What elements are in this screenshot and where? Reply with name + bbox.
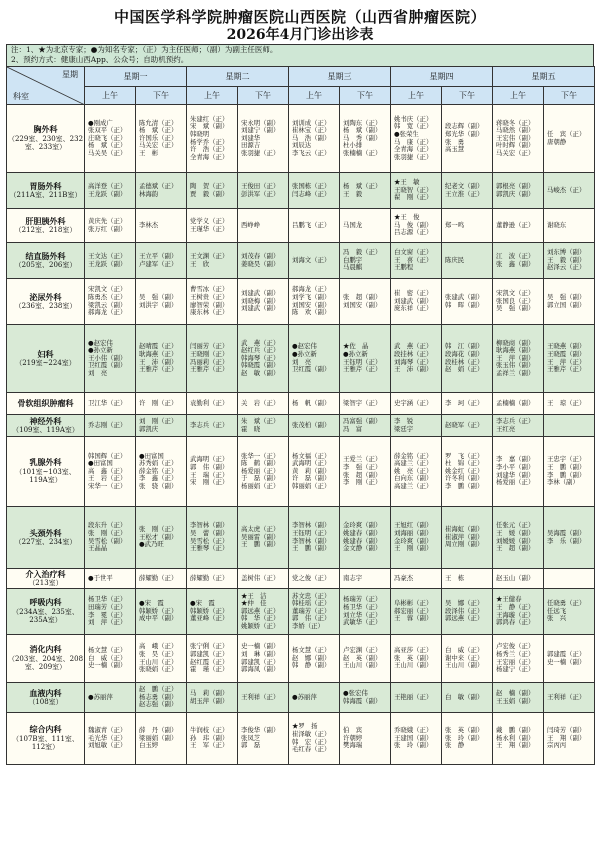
am-doctors-cell: 吕鹏飞（正） — [289, 209, 340, 243]
department-cell — [7, 415, 85, 437]
am-doctors-cell: ●赵宏伟 ●孙立新 刘 亮 卫红霞（副） — [289, 325, 340, 393]
pm-doctors-cell: 罗 飞（正） 杜 锦（正） 姚金红（正） 许冬利（副） 李 鹏（副） — [442, 437, 493, 507]
department-cell — [7, 173, 85, 209]
am-doctors-cell: 赵 楠（副） 王玉娟（副） — [493, 683, 544, 713]
pm-doctors-cell: 武 燕（正） 赵红兵（正） 韩海琴（正） 韩晓霞（副） 赵 敏（副） — [238, 325, 289, 393]
pm-doctors-cell: 刘 刚（正） 郭凯庆 — [136, 415, 187, 437]
am-doctors-cell: 马 莉（副） 胡玉萍（副） — [187, 683, 238, 713]
department-cell — [7, 393, 85, 415]
pm-doctors-cell: 王利祥（正） — [544, 683, 595, 713]
am-doctors-cell: 乔志刚（正） — [85, 415, 136, 437]
department-room: （227室、234室） — [14, 538, 77, 546]
am-doctors-cell: 李志兵（正） — [187, 415, 238, 437]
am-doctors-cell: 乔晓娥（正） 王建国（副） 张 玲（副） — [391, 713, 442, 765]
schedule-row — [7, 569, 595, 589]
page-subtitle: 2026年4月门诊出诊表 — [226, 27, 374, 43]
pm-doctors-cell: 王立平（副） 卢建军（正） — [136, 243, 187, 279]
pm-doctors-cell: 吴海霞（副） 李 乐（副） — [544, 507, 595, 569]
pm-doctors-cell — [544, 415, 595, 437]
department-room: （236室、238室） — [14, 302, 77, 310]
am-doctors-cell: 牛润枝（正） 孙 玮（副） 王 军（正） — [187, 713, 238, 765]
department-name: 头颈外科 — [29, 527, 62, 538]
pm-doctors-cell: 张华一（正） 陈 鹤（副） 杨爱丽（正） 于 磊（副） 杨丽娟（正） — [238, 437, 289, 507]
pm-doctors-cell: 郭建霞（正） 史一楠（副） — [544, 635, 595, 683]
department-cell — [7, 209, 85, 243]
am-doctors-cell: 赵玉山（副） — [493, 569, 544, 589]
pm-doctors-cell: 张建武（副） 韩 晖（副） — [442, 279, 493, 325]
pm-doctors-cell: 冯 毅（正） 白鹏宇 马晨麒 — [340, 243, 391, 279]
department-name: 综合内科 — [29, 724, 62, 735]
schedule-row — [7, 507, 595, 569]
pm-doctors-cell: 张 刚（正） 王松才（副） ●武乃旺 — [136, 507, 187, 569]
am-doctors-cell: 戴 鹏（副） 杨永利（副） 王 翔（副） — [493, 713, 544, 765]
schedule-row — [7, 325, 595, 393]
pm-doctors-cell: 宋永明（副） 刘建宁（副） 刘建华 田源吉 张羽捷（正） — [238, 105, 289, 173]
department-cell — [7, 243, 85, 279]
schedule-row — [7, 209, 595, 243]
department-room: （109室、119A室） — [12, 426, 79, 434]
am-doctors-cell: 苏文忠（正） 韩桂瑶（正） 董瑞芳（正） 郭 伟（正） 李娇（正） — [289, 589, 340, 635]
pm-doctors-cell: 刘陶东（正） 杨 斌（副） 马 秀（副） 杜小排 张楠楠（正） — [340, 105, 391, 173]
pm-doctors-cell: 吴 强（副） 刘洪宇（副） — [136, 279, 187, 325]
department-cell — [7, 569, 85, 589]
department-cell — [7, 683, 85, 713]
department-name: 妇科 — [37, 348, 54, 359]
pm-doctors-cell: 郑一鸣 — [442, 209, 493, 243]
pm-header: 下午 — [442, 87, 493, 105]
corner-weekday-label: 星期 — [62, 70, 78, 79]
department-name: 消化内科 — [29, 644, 62, 655]
page-title: 中国医学科学院肿瘤医院山西医院（山西省肿瘤医院） — [113, 8, 486, 26]
pm-doctors-cell: 关 岩（正） — [238, 393, 289, 415]
pm-header: 下午 — [136, 87, 187, 105]
pm-doctors-cell: 王利祥（正） — [238, 683, 289, 713]
pm-doctors-cell: 崔海虹（副） 崔淑萍（副） 周立刚（副） — [442, 507, 493, 569]
pm-header: 下午 — [238, 87, 289, 105]
pm-doctors-cell: 高 峨（正） 张 昊（正） 王山川（正） 张晓娟（正） — [136, 635, 187, 683]
am-doctors-cell: ★王健春 王 静（正） 王海璇（正） 郭鸿春（正） — [493, 589, 544, 635]
pm-doctors-cell: 张 英（副） 张 玲（副） 张 静 — [442, 713, 493, 765]
pm-doctors-cell: 李俊华（副） 张凤芝 郭 磊 — [238, 713, 289, 765]
am-header: 上午 — [85, 87, 136, 105]
am-doctors-cell: 李智林（副） 吴 蕾（副） 吴雪松（正） 王雅琴（正） — [187, 507, 238, 569]
pm-doctors-cell: 李林杰 — [136, 209, 187, 243]
department-cell — [7, 105, 85, 173]
pm-doctors-cell: 任 宾（正） 唐朝静 — [544, 105, 595, 173]
am-doctors-cell: ●苏丽萍 — [289, 683, 340, 713]
am-doctors-cell: 朱建红（正） 宋 斌（副） 韩晓明 杨学乔（正） 许 浩（正） 全青海（正） — [187, 105, 238, 173]
schedule-sheet — [6, 66, 594, 765]
pm-doctors-cell: 盖树伟（正） — [238, 569, 289, 589]
day-header: 星期四 — [391, 67, 493, 87]
am-doctors-cell: ●刚成广 张双平（正） 庄晓飞（正） 杨 斌（正） 马关吴（正） — [85, 105, 136, 173]
pm-doctors-cell: 史一楠（副） 刘 琳（副） 郭建凯（正） 郭海凤（副） — [238, 635, 289, 683]
pm-doctors-cell: 杨瑞芳（正） 杨卫华（正） 刘立华（正） 武敏华（正） — [340, 589, 391, 635]
am-doctors-cell: 董静逊（正） — [493, 209, 544, 243]
department-room: （108室） — [28, 698, 63, 706]
schedule-row — [7, 243, 595, 279]
pm-doctors-cell: 吴 强（副） 郭立国（副） — [544, 279, 595, 325]
am-doctors-cell: 武 燕（正） 段挂林（正） 刘海琴（正） 王 沛（副） — [391, 325, 442, 393]
schedule-table — [6, 66, 595, 765]
am-doctors-cell: 卢宏俊（正） 杨秀兰（正） 王宏丽（正） 杨建宁（正） — [493, 635, 544, 683]
pm-doctors-cell: 王爱兰（正） 李 强（正） 张 超（副） 李 刚（正） — [340, 437, 391, 507]
department-room: （101室~103室、119A室） — [15, 467, 76, 485]
am-doctors-cell: 高亚莎（正） 张 英（副） 王山川（副） — [391, 635, 442, 683]
department-room: （212室、218室） — [14, 226, 77, 234]
pm-doctors-cell: 梁智宇（正） — [340, 393, 391, 415]
am-doctors-cell: 薛金铭（正） 高建兰（正） 姚 亮（正） 白向东（副） 高建兰（正） — [391, 437, 442, 507]
pm-doctors-cell: 白 敏（副） — [442, 683, 493, 713]
day-header: 星期三 — [289, 67, 391, 87]
pm-doctors-cell: 许 刚（正） — [136, 393, 187, 415]
pm-doctors-cell: 孟德斌（正） 林海韵 — [136, 173, 187, 209]
pm-doctors-cell: 杨 斌（正） 王 毅 — [340, 173, 391, 209]
pm-doctors-cell: 任晓勇（正） 任远飞 张 兴 — [544, 589, 595, 635]
department-name: 结直肠外科 — [25, 250, 66, 261]
department-cell — [7, 325, 85, 393]
am-doctors-cell: 杨文慧（正） 白 威（正） 史一楠（副） — [85, 635, 136, 683]
schedule-row — [7, 683, 595, 713]
am-doctors-cell: 武海明（正） 郭 伟（副） 王 瑞（正） 宋 刚（正） — [187, 437, 238, 507]
department-name: 介入治疗科 — [25, 568, 66, 579]
pm-doctors-cell: 刘建武（副） 刘晓梅（副） 刘建武（副） — [238, 279, 289, 325]
am-doctors-cell: 宋凯文（正） 张国良（正） 吴 强（副） — [493, 279, 544, 325]
am-doctors-cell: 杨 帆（副） — [289, 393, 340, 415]
department-name: 胸外科 — [33, 124, 58, 135]
department-name: 呼吸内科 — [29, 597, 62, 608]
am-doctors-cell: 闫丽芳（正） 王晓刚（正） 冯丽莉（正） 王雅芹（正） — [187, 325, 238, 393]
note-line: 注：1、★为北京专家；●为知名专家；（正）为主任医师；（副）为副主任医师。 — [11, 45, 278, 54]
pm-doctors-cell: ●田富国 苏秀娟（正） 薛金铭（正） 李 鑫（正） 张 骁（副） — [136, 437, 187, 507]
am-doctors-cell: 王文达（正） 王龙跃（副） — [85, 243, 136, 279]
am-doctors-cell: 柳晓商（副） 耿海燕（副） 王 萍（副） 张玉伟（副） 孟祥兰（副） — [493, 325, 544, 393]
am-doctors-cell: ★王 敏 王晓智（正） 翟 刚（正） — [391, 173, 442, 209]
pm-doctors-cell: 张 超（副） 刘国安（副） — [340, 279, 391, 325]
pm-doctors-cell: 段志辉（副） 郑光华（副） 张 勇 高玉慧 — [442, 105, 493, 173]
am-doctors-cell: 杨卫华（正） 田瑞芳（正） 李 冕（正） 刘 萍（正） — [85, 589, 136, 635]
am-doctors-cell: 蒋晓冬（正） 马晓然（副） 王宏伟（副） 叶时辉（副） 马关宏（正） — [493, 105, 544, 173]
pm-doctors-cell: 纪老文（副） 王立淮（正） — [442, 173, 493, 209]
department-room: （205室、206室） — [14, 261, 77, 269]
schedule-row — [7, 713, 595, 765]
department-name: 血液内科 — [29, 687, 62, 698]
am-doctors-cell: 郝海龙（正） 刘学飞（副） 刘国安（副） 陈 欢（副） — [289, 279, 340, 325]
pm-doctors-cell: 薛 丹（副） 梁丽娟（副） 白玉婷 — [136, 713, 187, 765]
department-cell — [7, 279, 85, 325]
pm-doctors-cell: ★佐 晶 ●孙立新 王钰明（正） 王雅芹（正） — [340, 325, 391, 393]
pm-header: 下午 — [340, 87, 391, 105]
am-doctors-cell: ★罗 扬 崔泽敏（正） 韩 宏（正） 毛红春（正） — [289, 713, 340, 765]
pm-doctors-cell: ●张宏伟 韩海霞（副） — [340, 683, 391, 713]
am-header: 上午 — [391, 87, 442, 105]
am-doctors-cell: 张国栋（正） 闫志峰（正） — [289, 173, 340, 209]
day-header: 星期一 — [85, 67, 187, 87]
pm-doctors-cell: 薛耀勤（正） — [136, 569, 187, 589]
pm-doctors-cell: 西峥峥 — [238, 209, 289, 243]
department-name: 神经外科 — [29, 415, 62, 426]
am-doctors-cell: 李 锐 梁廷宇 — [391, 415, 442, 437]
am-doctors-cell: 袁勤利（正） — [187, 393, 238, 415]
schedule-row — [7, 437, 595, 507]
department-cell — [7, 713, 85, 765]
department-cell — [7, 635, 85, 683]
schedule-row — [7, 105, 595, 173]
am-doctors-cell: ●苏丽萍 — [85, 683, 136, 713]
am-doctors-cell: 王艳丽（正） — [391, 683, 442, 713]
am-doctors-cell: 李 嘉（副） 李小平（副） 刘建华（副） 杨爱丽（正） — [493, 437, 544, 507]
department-name: 泌尿外科 — [29, 291, 62, 302]
pm-doctors-cell: 刘东博（副） 王 毅（副） 赵泽云（正） — [544, 243, 595, 279]
am-doctors-cell: 魏淑青（正） 毛光华（正） 刘旭敏（正） — [85, 713, 136, 765]
am-doctors-cell: 李智林（副） 王钰明（正） 李智林（副） 王 鹏（副） — [289, 507, 340, 569]
department-name: 肝胆胰外科 — [25, 215, 66, 226]
department-cell — [7, 507, 85, 569]
am-doctors-cell: ●赵宏伟 ●孙立新 王小伟（副） 卫红霞（副） 刘 亮 — [85, 325, 136, 393]
pm-doctors-cell: 陈庆民 — [442, 243, 493, 279]
schedule-row — [7, 279, 595, 325]
am-doctors-cell: 江 波（正） 张 鑫（副） — [493, 243, 544, 279]
pm-doctors-cell: 朱 斌（正） 霍 晓 — [238, 415, 289, 437]
pm-doctors-cell: 马峻杰（正） — [544, 173, 595, 209]
am-doctors-cell: ●于世平 — [85, 569, 136, 589]
pm-doctors-cell: 王 栋 — [442, 569, 493, 589]
am-doctors-cell: 党学义（正） 王瑾华（正） — [187, 209, 238, 243]
department-room: （107B室、111室、112室） — [12, 734, 79, 752]
am-header: 上午 — [493, 87, 544, 105]
am-doctors-cell: 段东升（正） 张 刚（正） 吴雪松（副） 王晶晶 — [85, 507, 136, 569]
pm-doctors-cell: 赵晓军（正） — [442, 415, 493, 437]
am-doctors-cell: 薛耀勤（正） — [187, 569, 238, 589]
pm-header: 下午 — [544, 87, 595, 105]
day-header: 星期二 — [187, 67, 289, 87]
department-room: （203室、204室、208室、209室） — [7, 654, 84, 672]
schedule-row — [7, 589, 595, 635]
pm-doctors-cell: ★王 洁 ★仲 佳 郭远燕（正） 韩 华（正） 姚颖娇（正） — [238, 589, 289, 635]
department-cell — [7, 437, 85, 507]
am-doctors-cell: 郭根亮（副） 郭凯庆（副） — [493, 173, 544, 209]
am-doctors-cell: 刘海文（正） — [289, 243, 340, 279]
pm-doctors-cell: 王俊田（正） 彭洪军（正） — [238, 173, 289, 209]
pm-doctors-cell: 高太虎（正） 吴丽雷（副） 王 鹏（副） — [238, 507, 289, 569]
am-doctors-cell: ★王 俊 马 俊（副） 吕志源（正） — [391, 209, 442, 243]
note-line: 2、预约方式：健康山西App、公众号；自助机预约。 — [11, 55, 189, 64]
am-doctors-cell: 宋凯文（正） 陈勇杰（正） 梁凯云（副） 郝海龙（正） — [85, 279, 136, 325]
am-header: 上午 — [289, 87, 340, 105]
am-doctors-cell: 崔 密（正） 刘建武（副） 庞东祥（正） — [391, 279, 442, 325]
am-doctors-cell: 党之俊（正） — [289, 569, 340, 589]
am-doctors-cell: 张茂柏（副） — [289, 415, 340, 437]
am-doctors-cell: 冯豪杰 — [391, 569, 442, 589]
department-name: 乳腺外科 — [29, 457, 62, 468]
pm-doctors-cell: 冯富强（副） 冯 富 — [340, 415, 391, 437]
am-doctors-cell: 姚书庆（正） 韩 宽（正） ●张荣生 马 康（正） 全青海（正） 张羽捷（正） — [391, 105, 442, 173]
am-doctors-cell: 王文渊（正） 王 欣 — [187, 243, 238, 279]
am-doctors-cell: 杨文福（正） 武海明（正） 黄 莉（副） 许 磊（副） 韩丽娟（正） — [289, 437, 340, 507]
am-doctors-cell: 黄庆先（正） 张万红（副） — [85, 209, 136, 243]
am-doctors-cell: 王旭红（副） 刘海丽（副） 金玲爽（副） 王 刚（副） — [391, 507, 442, 569]
pm-doctors-cell: 闫琦芳（副） 王 翔（副） 宗丙丙 — [544, 713, 595, 765]
pm-doctors-cell: 白 威（正） 谢中来（正） 王山川（副） — [442, 635, 493, 683]
notes-box — [6, 44, 594, 66]
am-doctors-cell: 卫江华（正） — [85, 393, 136, 415]
schedule-body — [7, 105, 595, 765]
schedule-row — [7, 635, 595, 683]
am-doctors-cell: 陶 贺（正） 贾 毅（副） — [187, 173, 238, 209]
department-name: 骨软组织肿瘤科 — [17, 397, 74, 408]
pm-doctors-cell: 李 珂（正） — [442, 393, 493, 415]
am-doctors-cell: 史宇涵（正） — [391, 393, 442, 415]
pm-doctors-cell — [544, 569, 595, 589]
pm-doctors-cell: 赵 鹏（正） 杨志勇（副） 赵志强（副） — [136, 683, 187, 713]
am-doctors-cell: 张宁俐（正） 郭建凯（正） 赵红霞（正） 霍 瑾（正） — [187, 635, 238, 683]
department-room: （219室~224室） — [15, 359, 76, 367]
am-header: 上午 — [187, 87, 238, 105]
am-doctors-cell: 李志兵（正） 王红亮 — [493, 415, 544, 437]
department-room: （213室） — [28, 579, 63, 587]
corner-dept-label: 科室 — [13, 92, 29, 101]
pm-doctors-cell: 陈允清（正） 杨 斌（正） 许国乐（正） 马关宏（正） 王 彬 — [136, 105, 187, 173]
pm-doctors-cell: 吴 娜（正） 段泽伟（正） 郭远燕（正） — [442, 589, 493, 635]
am-doctors-cell: ●宋 霞 韩颖娇（正） 董亚峰（正） — [187, 589, 238, 635]
day-header: 星期五 — [493, 67, 595, 87]
am-doctors-cell: 阜彬彬（正） 郝宏丽（正） 王 蓉（副） — [391, 589, 442, 635]
department-room: （229室、230室、232室、233室） — [7, 134, 84, 152]
am-doctors-cell: 高洋登（正） 王龙跃（副） — [85, 173, 136, 209]
pm-doctors-cell: 刘茂春（副） 姜晓昊（副） — [238, 243, 289, 279]
am-doctors-cell: 韩国辉（正） ●田富国 高 鑫（正） 王 岩（正） 宋华一（正） — [85, 437, 136, 507]
am-doctors-cell: 杨文慧（正） 赵 娜（副） 韩 静（副） — [289, 635, 340, 683]
corner-header — [7, 67, 85, 105]
am-doctors-cell: 刘训成（正） 崔林宝（正） 马 浩（副） 刘辰达 李飞云（正） — [289, 105, 340, 173]
pm-doctors-cell: 金玲爽（副） 姚建春（副） 姚建春（副） 金文静（副） — [340, 507, 391, 569]
pm-doctors-cell: 赵晴霞（正） 耿海燕（正） 王 沛（副） 王雅芹（正） — [136, 325, 187, 393]
am-doctors-cell: 曹雪冰（正） 王树贵（正） 廖智荣（副） 康东林（正） — [187, 279, 238, 325]
schedule-row — [7, 173, 595, 209]
department-name: 胃肠外科 — [29, 180, 62, 191]
am-doctors-cell: 任张元（正） 王 媛（副） 刘媛媛（副） 王 超（副） — [493, 507, 544, 569]
am-doctors-cell: 白文窗（正） 王 喜（正） 王鹏程 — [391, 243, 442, 279]
pm-doctors-cell: 王忠宇（正） 王 鹏（副） 李 鹏（副） 李林（副） — [544, 437, 595, 507]
schedule-row — [7, 393, 595, 415]
pm-doctors-cell: 韩 江（副） 段海花（副） 段桂林（正） 赵 娟（正） — [442, 325, 493, 393]
pm-doctors-cell: 马国龙 — [340, 209, 391, 243]
pm-doctors-cell: ●宋 霞 韩颖娇（正） 成中平（副） — [136, 589, 187, 635]
pm-doctors-cell: 南志宇 — [340, 569, 391, 589]
pm-doctors-cell: 卢宏渊（正） 赵 英（副） 王山川（副） — [340, 635, 391, 683]
pm-doctors-cell: 伯 宾 许朝婷 樊海瑞 — [340, 713, 391, 765]
schedule-row — [7, 415, 595, 437]
am-doctors-cell: 孟楠楠（副） — [493, 393, 544, 415]
pm-doctors-cell: 王 琼（正） — [544, 393, 595, 415]
department-room: （234A室、235室、235A室） — [12, 607, 79, 625]
pm-doctors-cell: 谢晓东 — [544, 209, 595, 243]
pm-doctors-cell: 王晓燕（副） 王晓霞（副） 王 萍（正） 王雅芹（正） — [544, 325, 595, 393]
department-room: （211A室、211B室） — [9, 191, 82, 199]
department-cell — [7, 589, 85, 635]
